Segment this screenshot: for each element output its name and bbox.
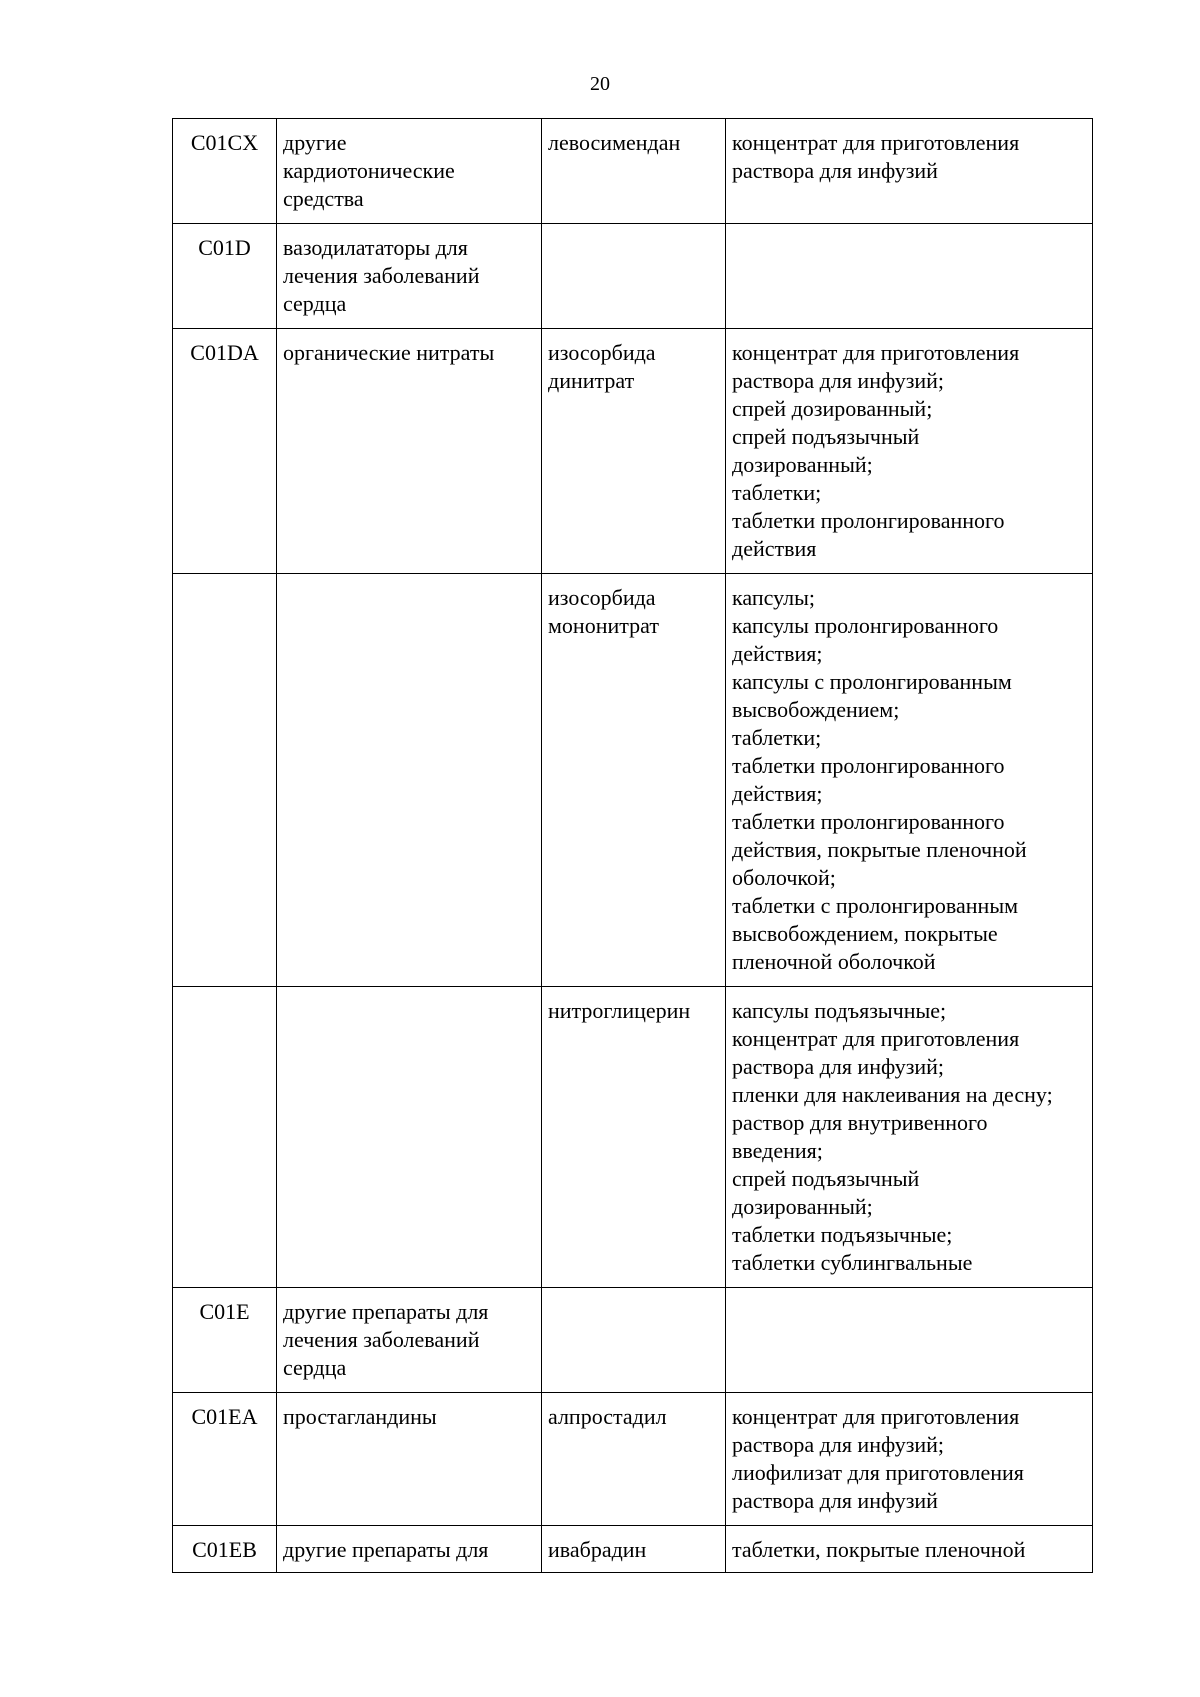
substance-cell: изосорбида мононитрат xyxy=(542,574,726,987)
group-cell: другие препараты для xyxy=(277,1526,542,1573)
table-row xyxy=(173,987,1093,1288)
dosage-forms-cell: таблетки, покрытые пленочной xyxy=(726,1526,1093,1573)
group-cell: органические нитраты xyxy=(277,329,542,574)
substance-cell: алпростадил xyxy=(542,1393,726,1526)
dosage-forms-cell: концентрат для приготовления раствора для инфузий; лиофилизат для приготовления раствора для инфузий xyxy=(726,1393,1093,1526)
table-row xyxy=(173,329,1093,574)
atc-code-cell: C01E xyxy=(173,1288,277,1393)
atc-code-cell: C01D xyxy=(173,224,277,329)
group-cell xyxy=(277,987,542,1288)
drug-table xyxy=(172,118,1093,1573)
atc-code-cell: C01EA xyxy=(173,1393,277,1526)
atc-code-cell: C01DA xyxy=(173,329,277,574)
atc-code-cell xyxy=(173,574,277,987)
group-cell: вазодилататоры для лечения заболеваний сердца xyxy=(277,224,542,329)
dosage-forms-cell xyxy=(726,224,1093,329)
dosage-forms-cell: концентрат для приготовления раствора для инфузий xyxy=(726,119,1093,224)
table-row xyxy=(173,1288,1093,1393)
table-row xyxy=(173,119,1093,224)
substance-cell: левосимендан xyxy=(542,119,726,224)
dosage-forms-cell: концентрат для приготовления раствора для инфузий; спрей дозированный; спрей подъязычный дозированный; таблетки; таблетки пролонгированного действия xyxy=(726,329,1093,574)
substance-cell xyxy=(542,224,726,329)
dosage-forms-cell: капсулы подъязычные; концентрат для приготовления раствора для инфузий; пленки для наклеивания на десну; раствор для внутривенного введения; спрей подъязычный дозированный; таблетки подъязычные; таблетки сублингвальные xyxy=(726,987,1093,1288)
atc-code-cell xyxy=(173,987,277,1288)
group-cell: простагландины xyxy=(277,1393,542,1526)
atc-code-cell: C01CX xyxy=(173,119,277,224)
substance-cell xyxy=(542,1288,726,1393)
page-number: 20 xyxy=(590,73,610,95)
group-cell xyxy=(277,574,542,987)
group-cell: другие кардиотонические средства xyxy=(277,119,542,224)
dosage-forms-cell: капсулы; капсулы пролонгированного действия; капсулы с пролонгированным высвобождением; таблетки; таблетки пролонгированного действия; таблетки пролонгированного действия, покрытые пленочной оболочкой; таблетки с пролонгированным высвобождением, покрытые пленочной оболочкой xyxy=(726,574,1093,987)
substance-cell: ивабрадин xyxy=(542,1526,726,1573)
table-row xyxy=(173,1526,1093,1573)
substance-cell: изосорбида динитрат xyxy=(542,329,726,574)
group-cell: другие препараты для лечения заболеваний сердца xyxy=(277,1288,542,1393)
substance-cell: нитроглицерин xyxy=(542,987,726,1288)
table-row xyxy=(173,224,1093,329)
table-row xyxy=(173,1393,1093,1526)
atc-code-cell: C01EB xyxy=(173,1526,277,1573)
table-row xyxy=(173,574,1093,987)
dosage-forms-cell xyxy=(726,1288,1093,1393)
